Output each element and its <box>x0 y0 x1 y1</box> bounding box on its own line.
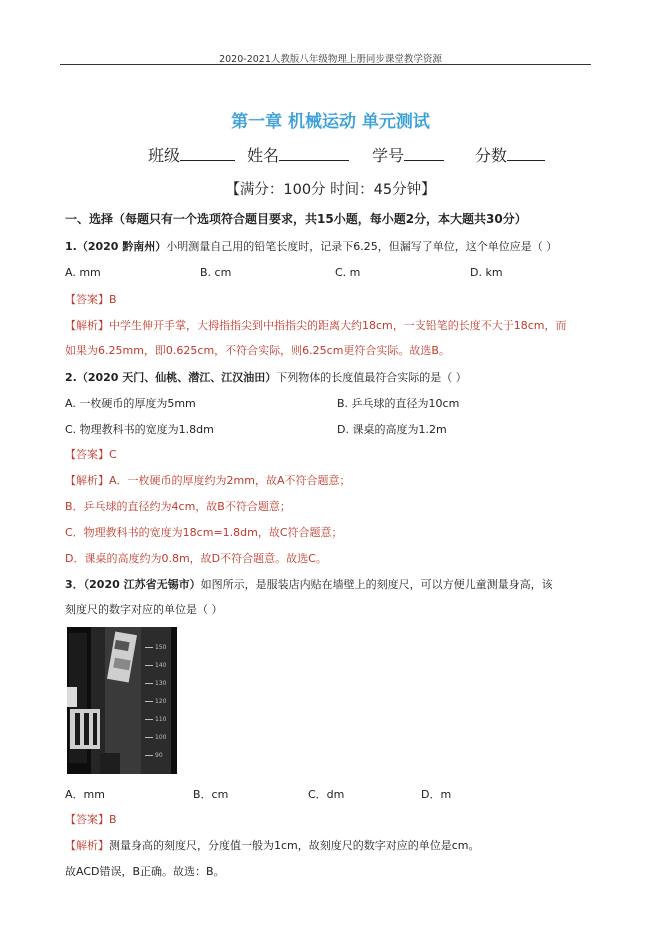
name-label: 姓名 <box>247 146 280 165</box>
score-blank <box>507 146 545 161</box>
option-c: C. 物理教科书的宽度为1.8dm <box>65 423 214 436</box>
question-1 <box>65 238 557 254</box>
answer-tag: 【答案】 <box>65 813 109 826</box>
answer-tag: 【答案】 <box>65 448 109 461</box>
question-number: 3． <box>65 578 84 591</box>
analysis-tag: 【解析】 <box>65 319 109 332</box>
option-a: A．mm <box>65 788 105 801</box>
analysis-line-b: B．乒乓球的直径约为4cm，故B不符合题意； <box>65 500 291 513</box>
analysis-text: 测量身高的刻度尺，分度值一般为1cm，故刻度尺的数字对应的单位是cm。 <box>109 839 480 852</box>
id-label: 学号 <box>372 146 405 165</box>
question-number: 1. <box>65 240 77 253</box>
document-title: 第一章 机械运动 单元测试 <box>231 112 430 132</box>
ruler-tick-label: 100 <box>155 734 167 741</box>
analysis-line <box>65 472 350 488</box>
answer-line <box>65 291 117 307</box>
answer-line <box>65 811 117 827</box>
id-field <box>372 143 444 166</box>
option-d: D. km <box>470 266 503 279</box>
analysis-text: 中学生伸开手掌，大拇指指尖到中指指尖的距离大约18cm，一支铅笔的长度不大于18cm，而 <box>109 319 567 332</box>
question-stem: 小明测量自己用的铅笔长度时，记录下6.25，但漏写了单位，这个单位应是（ ） <box>166 240 558 253</box>
class-blank <box>180 146 235 161</box>
option-c: C．dm <box>308 788 345 801</box>
question-source: （2020 江苏省无锡市） <box>83 578 201 591</box>
answer-value: B <box>109 813 117 826</box>
analysis-line-c: C．物理教科书的宽度为18cm=1.8dm，故C符合题意； <box>65 526 343 539</box>
header-divider <box>60 64 591 65</box>
class-label: 班级 <box>148 146 181 165</box>
analysis-text: A．一枚硬币的厚度约为2mm，故A不符合题意； <box>109 474 351 487</box>
analysis-line-2: 如果为6.25mm，即0.625cm，不符合实际，则6.25cm更符合实际。故选B。 <box>65 344 450 357</box>
option-a: A. 一枚硬币的厚度为5mm <box>65 397 196 410</box>
score-time-line: 【满分：100分 时间：45分钟】 <box>225 182 436 198</box>
option-b: B. 乒乓球的直径为10cm <box>337 397 460 410</box>
answer-value: B <box>109 293 117 306</box>
analysis-line-2: 故ACD错误，B正确。故选：B。 <box>65 865 225 878</box>
analysis-line-d: D．课桌的高度约为0.8m，故D不符合题意。故选C。 <box>65 552 327 565</box>
question-2 <box>65 369 467 385</box>
score-field <box>475 143 545 166</box>
question-number: 2. <box>65 371 77 384</box>
option-b: B. cm <box>200 266 232 279</box>
analysis-line <box>65 317 567 333</box>
ruler-tick-label: 120 <box>155 698 167 705</box>
question-3 <box>65 576 553 592</box>
section-title: 一、选择（每题只有一个选项符合题目要求，共15小题，每小题2分，本大题共30分） <box>65 212 527 226</box>
question-source: （2020 黔南州） <box>76 240 167 253</box>
option-c: C. m <box>335 266 361 279</box>
ruler-tick-label: 140 <box>155 662 167 669</box>
option-d: D. 课桌的高度为1.2m <box>337 423 447 436</box>
analysis-tag: 【解析】 <box>65 474 109 487</box>
question-source: （2020 天门、仙桃、潜江、江汉油田） <box>76 371 277 384</box>
option-b: B．cm <box>193 788 229 801</box>
question-stem: 如图所示，是服装店内贴在墙壁上的刻度尺，可以方便儿童测量身高，该 <box>200 578 553 591</box>
answer-tag: 【答案】 <box>65 293 109 306</box>
option-d: D．m <box>421 788 452 801</box>
ruler-tick-label: 90 <box>155 752 163 759</box>
question-stem: 下列物体的长度值最符合实际的是（ ） <box>276 371 467 384</box>
answer-line <box>65 446 117 462</box>
answer-value: C <box>109 448 117 461</box>
analysis-tag: 【解析】 <box>65 839 109 852</box>
analysis-line <box>65 837 480 853</box>
ruler-tick-label: 110 <box>155 716 167 723</box>
option-a: A. mm <box>65 266 101 279</box>
class-field <box>148 143 235 166</box>
ruler-photo <box>67 627 177 774</box>
page-header: 2020-2021人教版八年级物理上册同步课堂教学资源 <box>219 54 442 65</box>
name-field <box>247 143 349 166</box>
ruler-tick-label: 130 <box>155 680 167 687</box>
ruler-tick-label: 150 <box>155 644 167 651</box>
name-blank <box>279 146 349 161</box>
score-label: 分数 <box>475 146 508 165</box>
question-stem-continued: 刻度尺的数字对应的单位是（ ） <box>65 603 223 616</box>
id-blank <box>404 146 444 161</box>
